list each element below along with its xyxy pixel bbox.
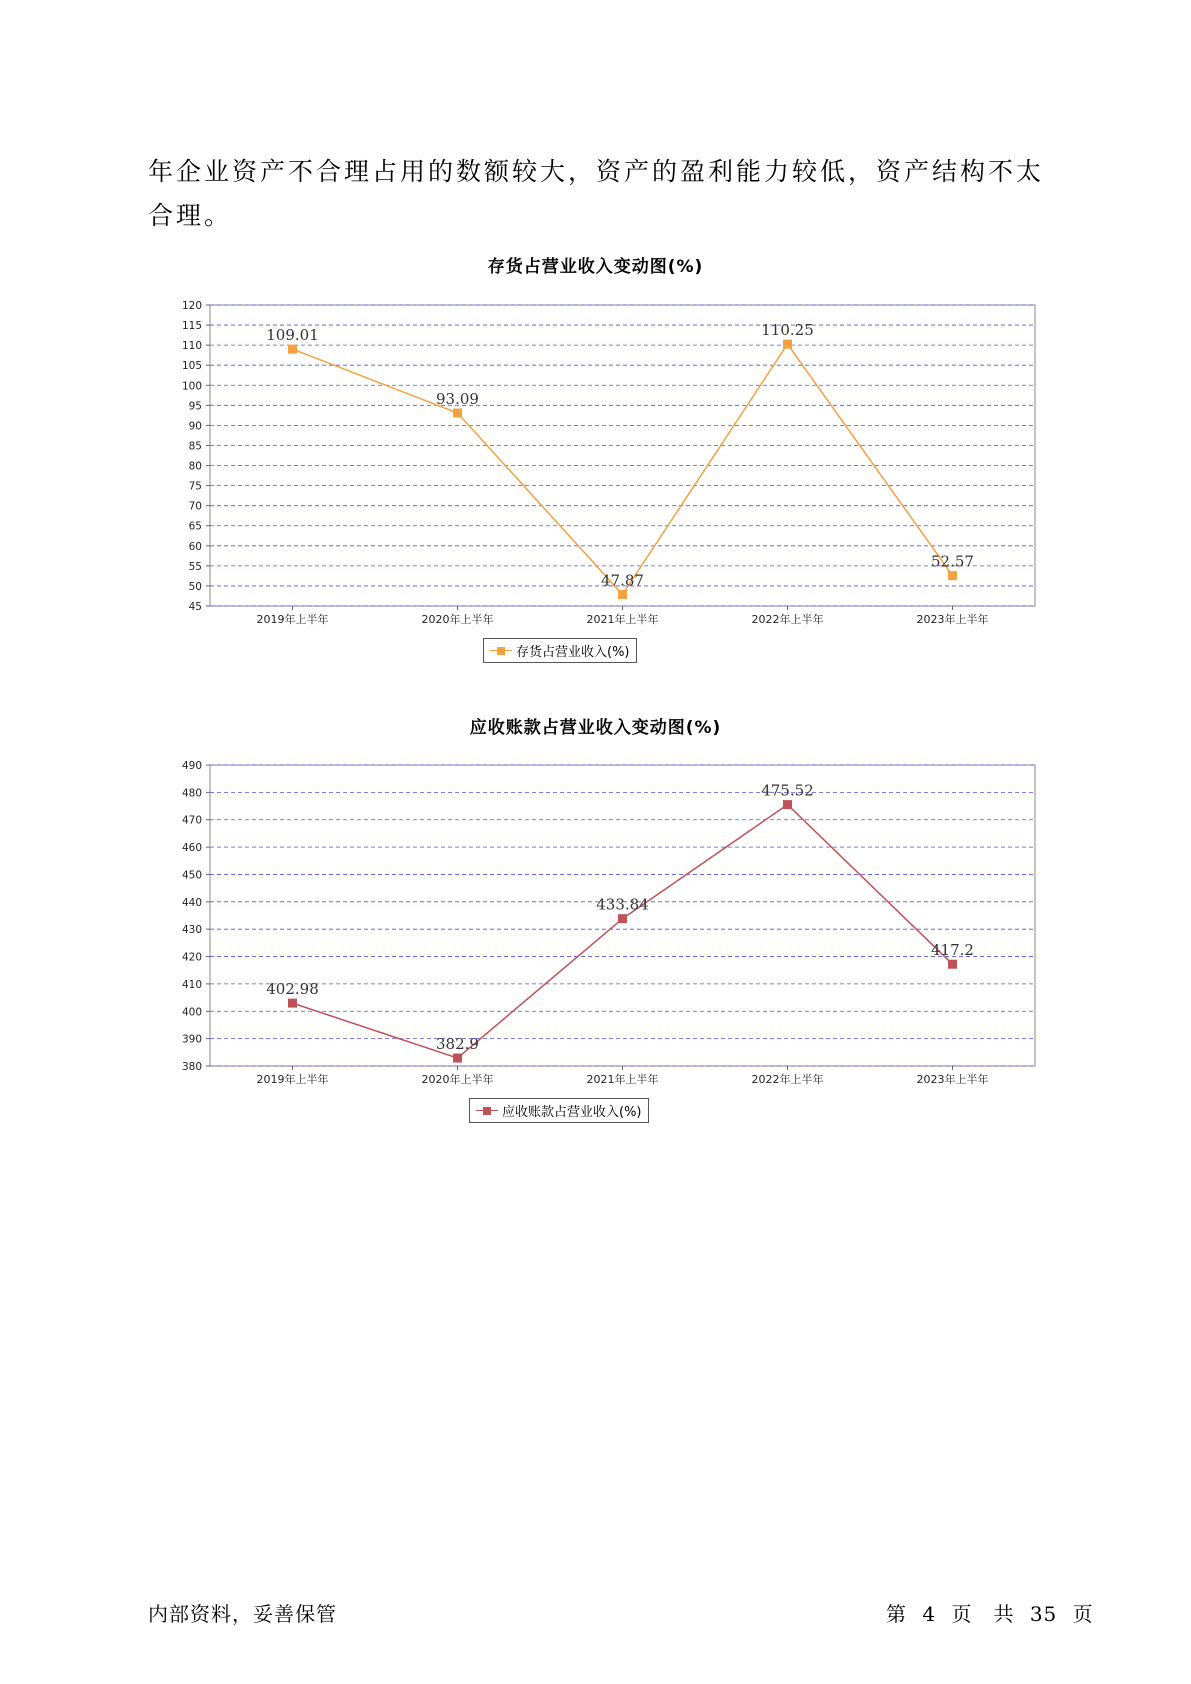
- chart2-y-tick-label: 490: [181, 760, 202, 772]
- chart1-data-label: 52.57: [931, 552, 974, 571]
- chart2-y-tick-label: 450: [181, 869, 202, 882]
- chart1-legend-label: 存货占营业收入(%): [516, 645, 630, 660]
- chart2-x-tick-label: 2020年上半年: [421, 1073, 494, 1086]
- chart1-title: 存货占营业收入变动图(%): [487, 257, 704, 277]
- chart2-legend-marker-icon: [476, 1106, 498, 1116]
- chart1-y-tick-label: 120: [181, 300, 202, 312]
- chart2-y-tick-label: 390: [181, 1033, 202, 1046]
- footer-page-current: 4: [922, 1602, 937, 1626]
- chart1-y-tick-label: 75: [188, 480, 202, 493]
- chart1-y-tick-label: 50: [188, 580, 202, 593]
- chart2-y-tick-label: 460: [181, 842, 202, 855]
- chart2-x-tick-label: 2021年上半年: [586, 1073, 659, 1086]
- chart1-data-label: 110.25: [761, 321, 814, 340]
- chart1-x-tick-label: 2021年上半年: [586, 613, 659, 626]
- chart1-data-label: 47.87: [601, 571, 644, 590]
- chart1-y-tick-label: 115: [181, 320, 202, 333]
- chart1-y-tick-label: 100: [181, 380, 202, 393]
- chart2-y-tick-label: 410: [181, 978, 202, 991]
- chart2-data-label: 402.98: [266, 980, 319, 999]
- chart1-x-tick-label: 2023年上半年: [916, 613, 989, 626]
- chart2-legend-label: 应收账款占营业收入(%): [502, 1105, 642, 1120]
- chart2-data-label: 382.9: [436, 1035, 479, 1054]
- chart1-x-tick-label: 2019年上半年: [256, 613, 329, 626]
- chart1-y-tick-label: 55: [188, 560, 202, 573]
- chart1-y-tick-label: 80: [188, 460, 202, 473]
- chart1-inventory-ratio: [0, 270, 1191, 630]
- chart2-data-point: [783, 800, 792, 809]
- chart1-x-tick-label: 2022年上半年: [751, 613, 824, 626]
- chart1-y-tick-label: 70: [188, 500, 202, 513]
- chart2-receivables-ratio: [0, 730, 1191, 1090]
- chart2-y-tick-label: 380: [181, 1061, 202, 1073]
- chart2-y-tick-label: 440: [181, 896, 202, 909]
- body-paragraph: 年企业资产不合理占用的数额较大，资产的盈利能力较低，资产结构不太合理。: [148, 157, 1045, 230]
- chart1-data-point: [618, 590, 627, 599]
- chart2-title: 应收账款占营业收入变动图(%): [469, 718, 722, 738]
- chart1-legend: [483, 638, 637, 663]
- chart1-data-point: [783, 340, 792, 349]
- chart2-x-tick-label: 2023年上半年: [916, 1073, 989, 1086]
- footer-page-total: 35: [1029, 1602, 1058, 1626]
- chart2-data-label: 475.52: [761, 781, 814, 800]
- chart2-x-tick-label: 2019年上半年: [256, 1073, 329, 1086]
- chart2-data-point: [618, 914, 627, 923]
- chart1-data-point: [453, 408, 462, 417]
- chart2-y-tick-label: 400: [181, 1006, 202, 1019]
- chart1-y-tick-label: 60: [188, 540, 202, 553]
- chart1-y-tick-label: 105: [181, 360, 202, 373]
- chart1-y-tick-label: 90: [188, 420, 202, 433]
- footer-page-prefix: 第: [886, 1602, 907, 1626]
- chart1-y-tick-label: 110: [181, 340, 202, 353]
- footer-page-mid: 页 共: [951, 1602, 1015, 1626]
- chart1-y-tick-label: 95: [188, 400, 202, 413]
- chart2-y-tick-label: 470: [181, 814, 202, 827]
- chart1-y-tick-label: 45: [188, 601, 202, 613]
- chart2-y-tick-label: 480: [181, 787, 202, 800]
- chart1-data-point: [948, 571, 957, 580]
- chart2-y-tick-label: 430: [181, 924, 202, 937]
- footer-page-suffix: 页: [1072, 1602, 1094, 1626]
- chart1-plot-area: [210, 305, 1035, 606]
- chart1-y-tick-label: 65: [188, 520, 202, 533]
- chart1-data-label: 109.01: [266, 326, 319, 345]
- footer-page-number: [886, 1598, 1096, 1627]
- chart1-data-point: [288, 345, 297, 354]
- chart2-data-label: 417.2: [931, 941, 974, 960]
- chart1-data-label: 93.09: [436, 389, 479, 408]
- chart2-y-tick-label: 420: [181, 951, 202, 964]
- chart2-data-label: 433.84: [596, 895, 649, 914]
- chart1-y-tick-label: 85: [188, 440, 202, 453]
- chart2-x-tick-label: 2022年上半年: [751, 1073, 824, 1086]
- chart2-data-point: [948, 960, 957, 969]
- chart2-legend: [469, 1098, 649, 1123]
- chart2-data-point: [453, 1054, 462, 1063]
- chart1-legend-marker-icon: [490, 646, 512, 656]
- chart2-data-point: [288, 999, 297, 1008]
- footer-confidential-note: 内部资料，妥善保管: [148, 1602, 337, 1626]
- chart1-x-tick-label: 2020年上半年: [421, 613, 494, 626]
